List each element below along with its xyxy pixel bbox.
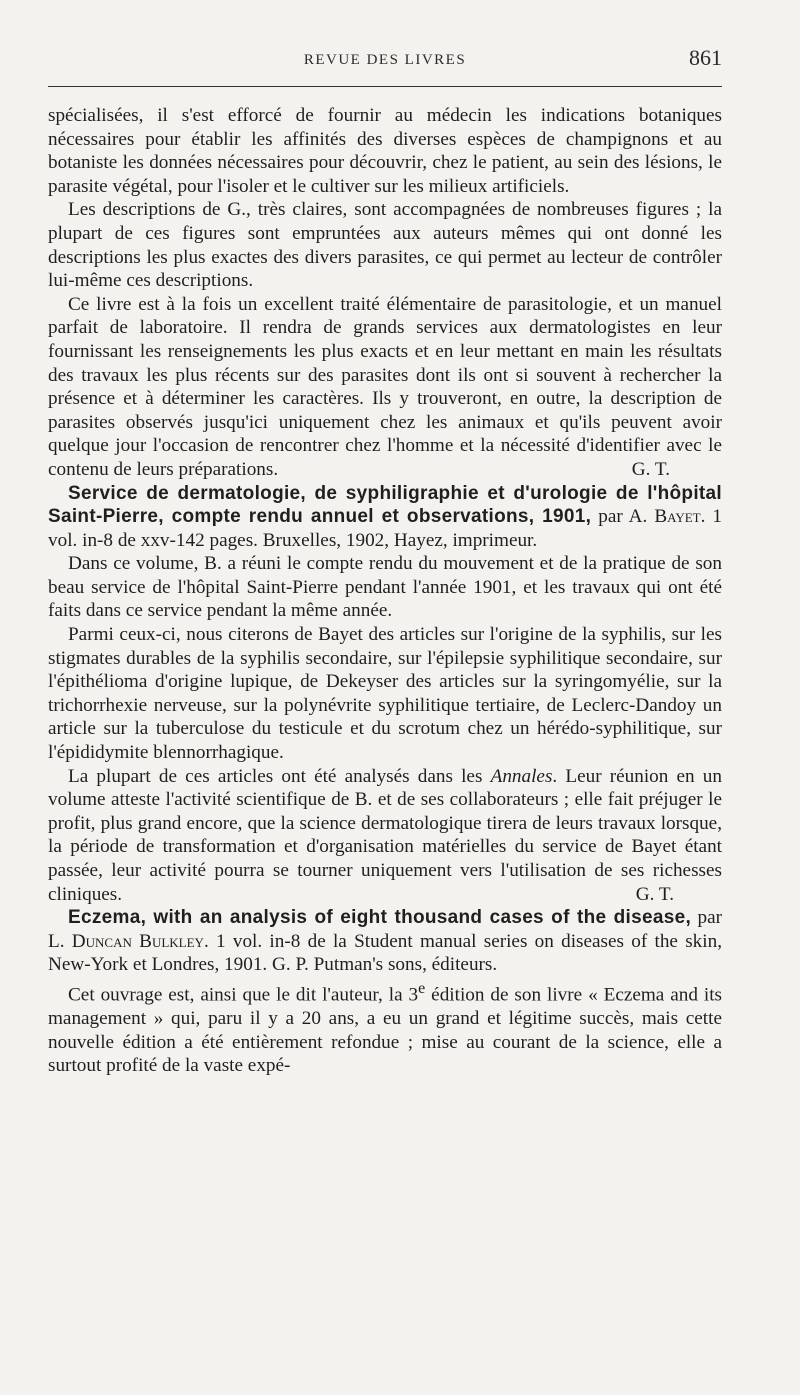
review2-by: par A.: [598, 506, 648, 528]
review2-paragraph-3-italic: Annales: [490, 765, 553, 787]
header-rule: [48, 86, 722, 87]
running-head: REVUE DES LIVRES: [303, 52, 467, 68]
review2-signature: G. T.: [635, 883, 674, 905]
review2-paragraph-3-before: La plupart de ces articles ont été analysés dans les: [68, 765, 483, 787]
review3-paragraph-1-sup: e: [418, 979, 426, 997]
review2-paragraph-2: Parmi ceux-ci, nous citerons de Bayet des articles sur l'origine de la syphilis, sur les stigmates durables de la syphilis secondaire, sur l'épilepsie syphilitique secondaire, sur l'épithélioma d'origine lupique, de Dekeyser des articles sur la syringomyélie, sur la trichorrhexie nerveuse, sur la polynévrite syphilitique tertiaire, de Leclerc-Dandoy un article sur la tuberculose du testicule et du scrotum chez un hérédo-syphilitique, sur l'épididymite blennorrhagique.: [48, 624, 722, 764]
review1-paragraph-2: Les descriptions de G., très claires, sont accompagnées de nombreuses figures ; la plupart de ces figures sont empruntées aux auteurs mêmes qui ont donné les descriptions les plus exactes des divers parasites, ce qui permet au lecteur de contrôler lui-même ces descriptions.: [48, 199, 722, 292]
page-header: [48, 40, 722, 80]
review2-citation: [48, 482, 722, 553]
review1-signature: G. T.: [631, 458, 670, 480]
review3-citation: [48, 906, 722, 977]
review2-paragraph-1: Dans ce volume, B. a réuni le compte rendu du mouvement et de la pratique de son beau service de l'hôpital Saint-Pierre pendant l'année 1901, et les travaux qui ont été faits dans ce service pendant la même année.: [48, 553, 722, 622]
page-number: 861: [689, 45, 722, 70]
review2-paragraph-3-after: . Leur réunion en un volume atteste l'activité scientifique de B. et de ses collaborateurs ; elle fait préjuger le profit, plus grand encore, que la science dermatologique tirera de leurs travaux lorsque, la période de transformation et d'organisation matérielles du service de Bayet étant passée, leur activité pourra se tourner uniquement vers l'utilisation de ses richesses cliniques.: [48, 765, 722, 905]
review2-paragraph-3: [48, 765, 722, 907]
review3-details: . 1 vol. in-8 de la Student manual series on diseases of the skin, New-York et Londres, 1901. G. P. Putman's sons, éditeurs.: [48, 930, 722, 976]
review1-paragraph-1: spécialisées, il s'est efforcé de fournir au médecin les indications botaniques nécessaires pour établir les affinités des diverses espèces de champignons et au botaniste les données nécessaires pour découvrir, chez le patient, au sein des lésions, le parasite végétal, pour l'isoler et le cultiver sur les milieux artificiels.: [48, 105, 722, 197]
review1-paragraph-3-text: Ce livre est à la fois un excellent traité élémentaire de parasitologie, et un manuel parfait de laboratoire. Il rendra de grands services aux dermatologistes en leur fournissant les renseignements les plus exacts et en leur mettant en main les résultats des travaux les plus récents sur des parasites dont ils ont si souvent à rechercher la présence et à déterminer les caractères. Ils y trouveront, en outre, la description de parasites observés jusqu'ici uniquement chez les animaux et qu'ils peuvent avoir quelque jour l'occasion de rencontrer chez l'homme et la nécessité d'identifier avec le contenu de leurs préparations.: [48, 293, 722, 480]
review2-title: Service de dermatologie, de syphiligraphie et d'urologie de l'hôpital Saint-Pierre, compte rendu annuel et observations, 1901,: [48, 482, 722, 528]
review3-author: Duncan Bulkley: [71, 930, 204, 952]
review3-title: Eczema, with an analysis of eight thousand cases of the disease,: [68, 907, 692, 929]
review3-paragraph-1-start: Cet ouvrage est, ainsi que le dit l'auteur, la 3: [68, 984, 419, 1006]
review3-paragraph-1: [48, 977, 722, 1078]
review3-paragraph-1-end: édition de son livre « Eczema and its management » qui, paru il y a 20 ans, a eu un grand et légitime succès, mais cette nouvelle édition a été entièrement refondue ; mise au courant de la science, elle a surtout profité de la vaste expé-: [48, 984, 723, 1077]
review2-details: . 1 vol. in-8 de xxv-142 pages. Bruxelles, 1902, Hayez, imprimeur.: [48, 506, 723, 551]
page-body: [48, 104, 722, 1078]
review3-by: par L.: [48, 907, 723, 952]
review1-paragraph-3: [48, 293, 722, 482]
review2-author: Bayet: [654, 506, 701, 528]
